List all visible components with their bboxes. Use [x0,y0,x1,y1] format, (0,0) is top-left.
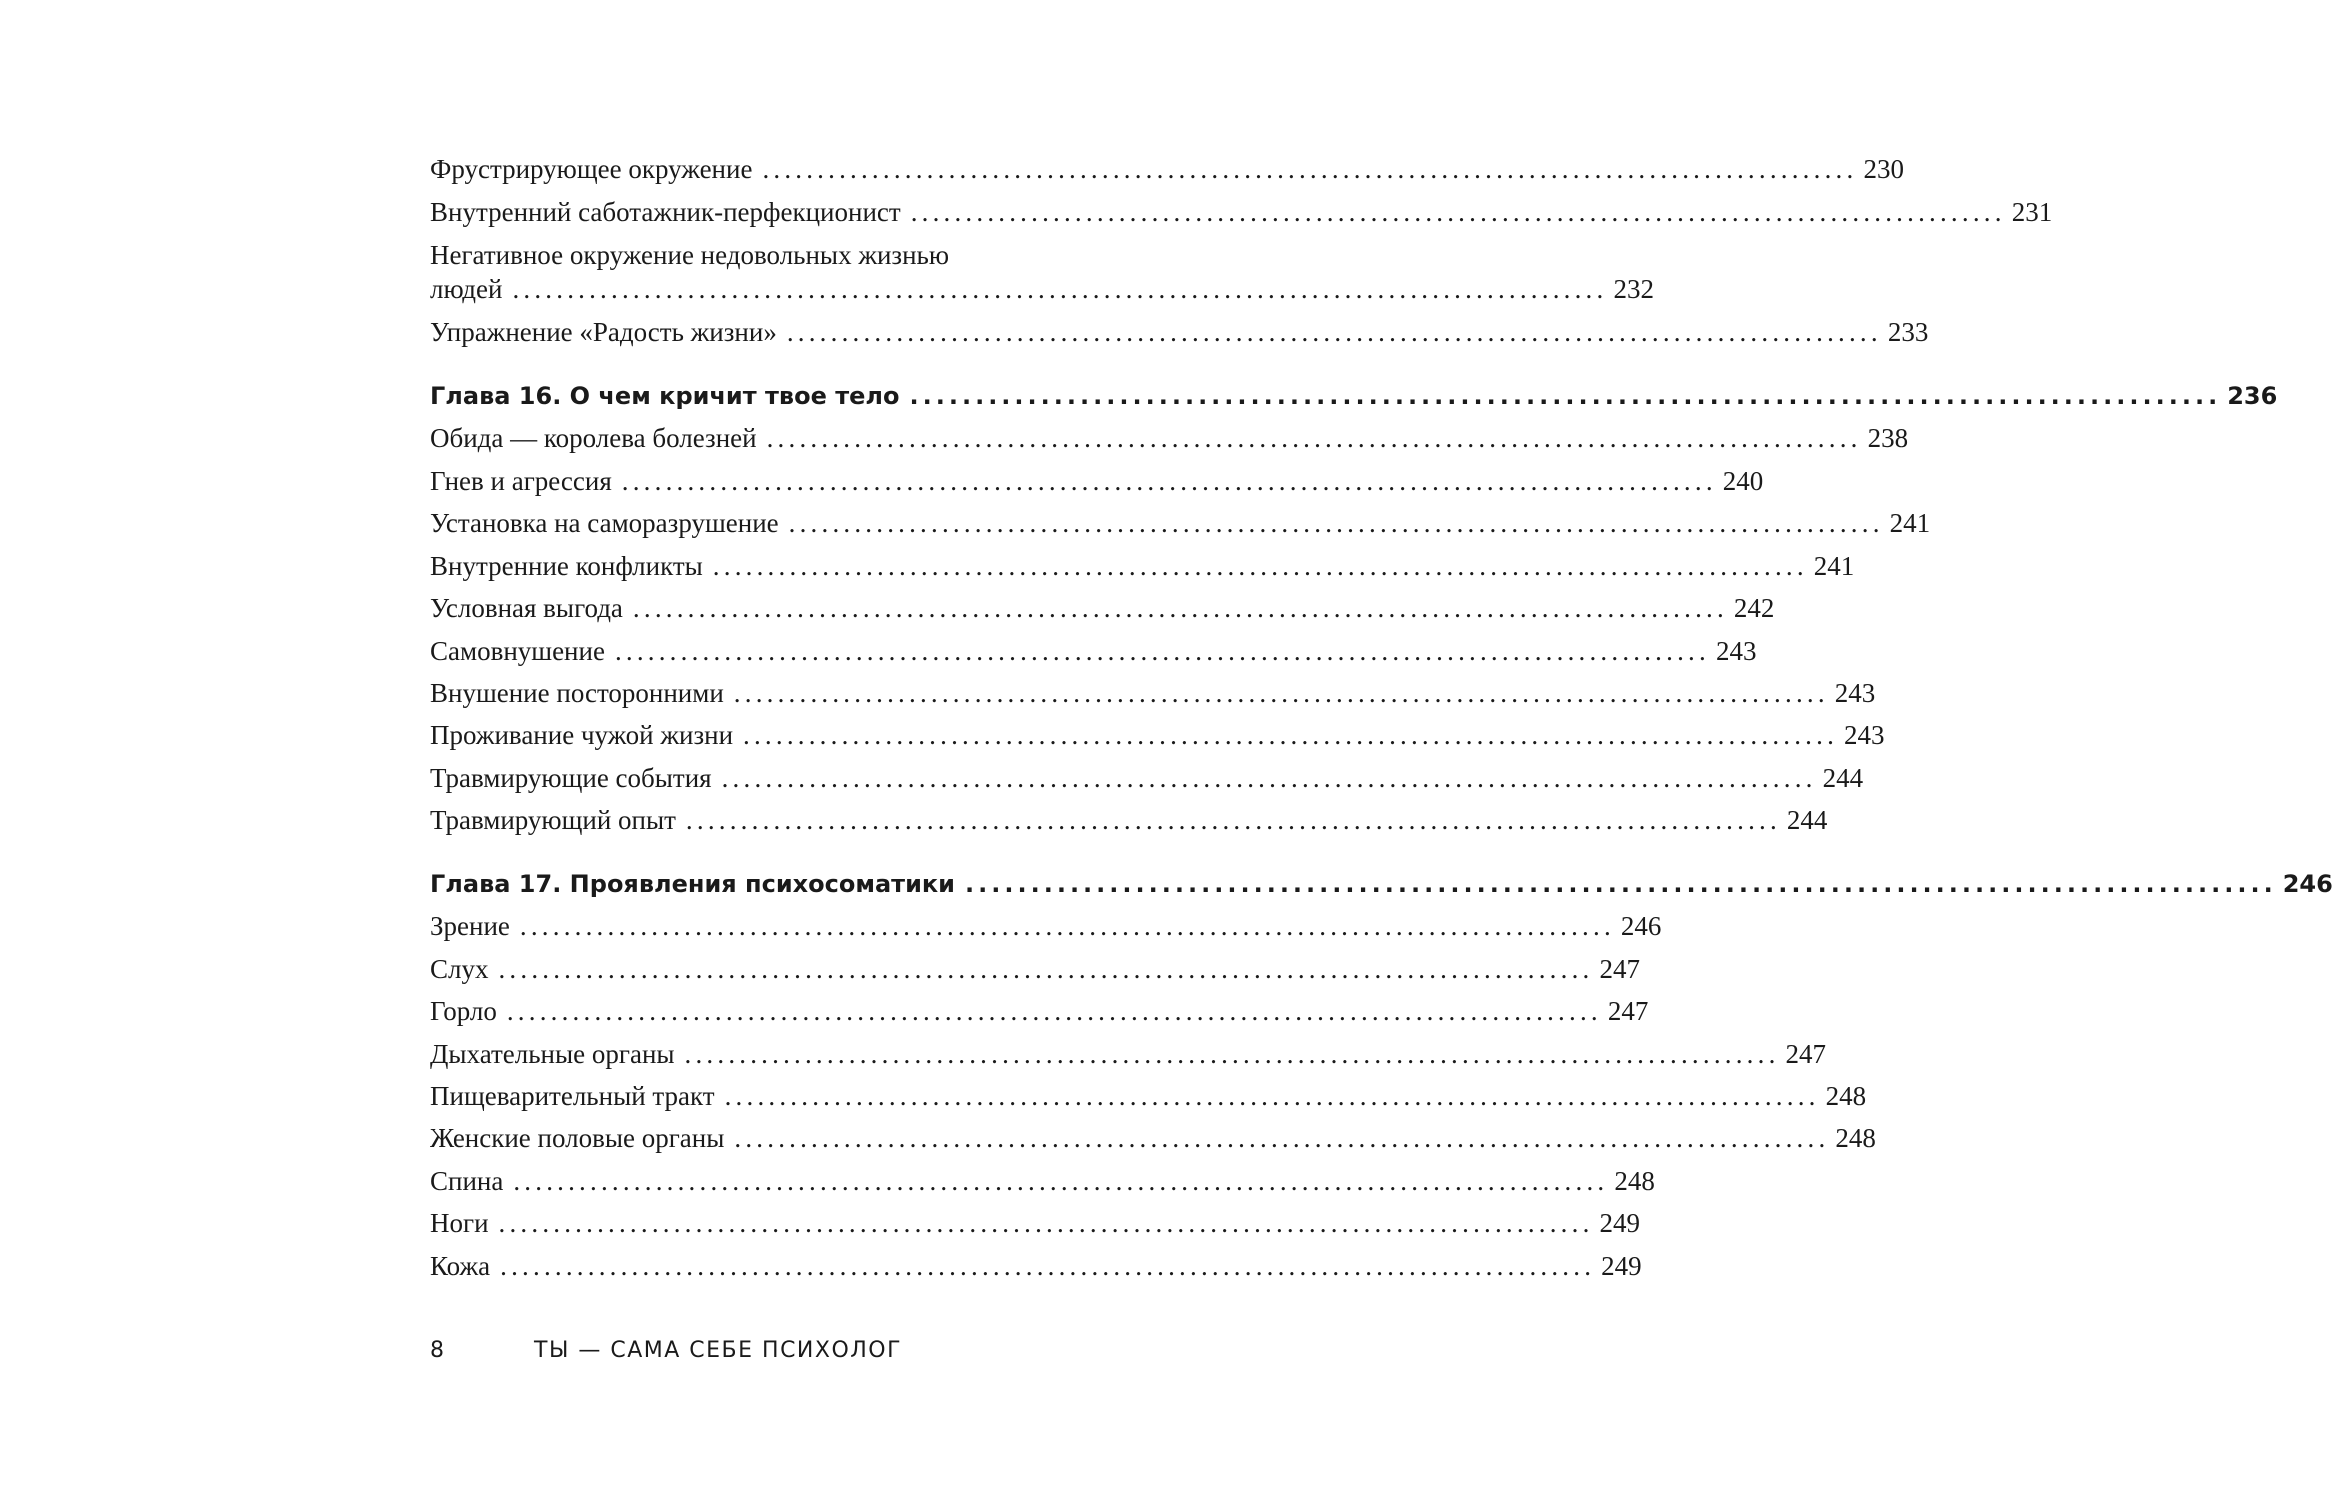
toc-entry-page: 248 [1835,1123,1876,1153]
toc-entry-page: 244 [1786,805,1828,835]
toc-entry-page: 231 [2011,197,2053,227]
toc-leader-dots: .................................................................................................... [513,1166,1609,1196]
toc-leader-dots: .................................................................................................... [788,508,1884,538]
toc-entry-title: Проживание чужой жизни [430,720,734,750]
toc-entry-title: Пищеварительный тракт [430,1081,715,1111]
toc-entry-page: 243 [1834,678,1876,708]
toc-entry[interactable] [430,1079,1867,1113]
toc-entry[interactable] [430,1037,1827,1071]
toc-entry-page: 238 [1867,423,1909,453]
toc-leader-dots: .................................................................................................... [909,382,2222,410]
toc-leader-dots: .................................................................................................... [506,996,1602,1026]
toc-entry[interactable] [430,591,1775,625]
toc-entry-title: Гнев и агрессия [430,466,612,496]
footer-book-title: ТЫ — САМА СЕБЕ ПСИХОЛОГ [534,1338,903,1363]
toc-entry[interactable] [430,315,1929,349]
toc-entry-title: Внутренний саботажник-перфекционист [430,197,901,227]
toc-chapter-page: 246 [2282,870,2333,898]
toc-chapter-17[interactable] [430,867,2333,901]
toc-entry[interactable] [430,152,1904,186]
toc-entry[interactable] [430,952,1640,986]
toc-entry-title: Травмирующие события [430,763,712,793]
toc-entry-title: Кожа [430,1251,491,1281]
toc-entry-title: Женские половые органы [430,1123,725,1153]
toc-leader-dots: .................................................................................................... [734,1123,1830,1153]
toc-entry[interactable] [430,195,2053,229]
toc-entry-title: Слух [430,954,489,984]
toc-entry[interactable] [430,1121,1876,1155]
toc-chapter-title: Глава 17. Проявления психосоматики [430,870,955,898]
toc-entry[interactable] [430,1164,1655,1198]
toc-entry-page: 249 [1601,1251,1642,1281]
toc-entry-page: 246 [1620,911,1662,941]
toc-entry-page: 241 [1813,551,1855,581]
toc-entry-title: Упражнение «Радость жизни» [430,317,777,347]
toc-leader-dots: .................................................................................................... [786,317,1882,347]
toc-chapter-16[interactable] [430,379,2278,413]
toc-entry-page: 242 [1733,593,1775,623]
toc-entry-title: Внутренние конфликты [430,551,703,581]
toc-entry[interactable] [430,1249,1642,1283]
toc-leader-dots: .................................................................................................... [519,911,1615,941]
toc-entry[interactable] [430,272,1654,306]
toc-leader-dots: .................................................................................................... [684,1039,1780,1069]
toc-leader-dots: .................................................................................................... [621,466,1717,496]
toc-leader-dots: .................................................................................................... [965,870,2277,898]
toc-leader-dots: .................................................................................................... [632,593,1728,623]
toc-entry-title: Травмирующий опыт [430,805,676,835]
toc-leader-dots: .................................................................................................... [500,1251,1596,1281]
toc-leader-dots: .................................................................................................... [685,805,1781,835]
toc-entry-title: Горло [430,996,497,1026]
toc-entry-page: 243 [1715,636,1757,666]
toc-entry-page: 243 [1844,720,1885,750]
toc-entry-title: людей [430,274,503,304]
toc-leader-dots: .................................................................................................... [721,763,1817,793]
toc-entry[interactable] [430,506,1931,540]
toc-leader-dots: .................................................................................................... [614,636,1710,666]
toc-chapter-page: 236 [2227,382,2278,410]
toc-entry[interactable] [430,909,1662,943]
toc-entry-page: 241 [1889,508,1931,538]
toc-entry-page: 240 [1722,466,1764,496]
toc-entry-page: 249 [1599,1208,1641,1238]
toc-entry-page: 232 [1613,274,1654,304]
toc-entry-page: 248 [1825,1081,1867,1111]
toc-leader-dots: .................................................................................................... [724,1081,1820,1111]
toc-entry-page: 233 [1887,317,1929,347]
toc-leader-dots: .................................................................................................... [910,197,2006,227]
toc-leader-dots: .................................................................................................... [743,720,1839,750]
toc-leader-dots: .................................................................................................... [766,423,1862,453]
toc-leader-dots: .................................................................................................... [733,678,1829,708]
toc-entry[interactable] [430,634,1757,668]
toc-entry-title: Самовнушение [430,636,605,666]
toc-entry[interactable] [430,994,1649,1028]
toc-entry[interactable] [430,761,1864,795]
toc-entry[interactable] [430,549,1855,583]
toc-entry-title: Внушение посторонними [430,678,724,708]
toc-leader-dots: .................................................................................................... [512,274,1608,304]
toc-entry-page: 230 [1863,154,1904,184]
toc-leader-dots: .................................................................................................... [498,954,1594,984]
toc-entry-title: Спина [430,1166,504,1196]
toc-entry[interactable] [430,464,1764,498]
toc-entry-page: 247 [1607,996,1649,1026]
toc-leader-dots: .................................................................................................... [762,154,1858,184]
toc-entry[interactable] [430,421,1909,455]
toc-entry[interactable] [430,718,1885,752]
toc-chapter-title: Глава 16. О чем кричит твое тело [430,382,900,410]
toc-entry-title: Установка на саморазрушение [430,508,779,538]
toc-entry-title: Условная выгода [430,593,623,623]
toc-entry-title: Зрение [430,911,510,941]
toc-entry[interactable] [430,803,1828,837]
toc-leader-dots: .................................................................................................... [712,551,1808,581]
footer-page-number: 8 [430,1338,446,1363]
toc-entry[interactable] [430,1206,1641,1240]
toc-entry-title: Ноги [430,1208,489,1238]
toc-entry-title-line1[interactable]: Негативное окружение недовольных жизнью [430,240,950,270]
toc-leader-dots: .................................................................................................... [498,1208,1594,1238]
toc-entry-page: 244 [1822,763,1864,793]
toc-entry-page: 247 [1599,954,1640,984]
toc-entry-title: Дыхательные органы [430,1039,675,1069]
toc-entry[interactable] [430,676,1876,710]
toc-entry-title: Обида — королева болезней [430,423,757,453]
toc-entry-title: Фрустрирующее окружение [430,154,753,184]
toc-entry-page: 247 [1785,1039,1827,1069]
toc-entry-page: 248 [1614,1166,1655,1196]
